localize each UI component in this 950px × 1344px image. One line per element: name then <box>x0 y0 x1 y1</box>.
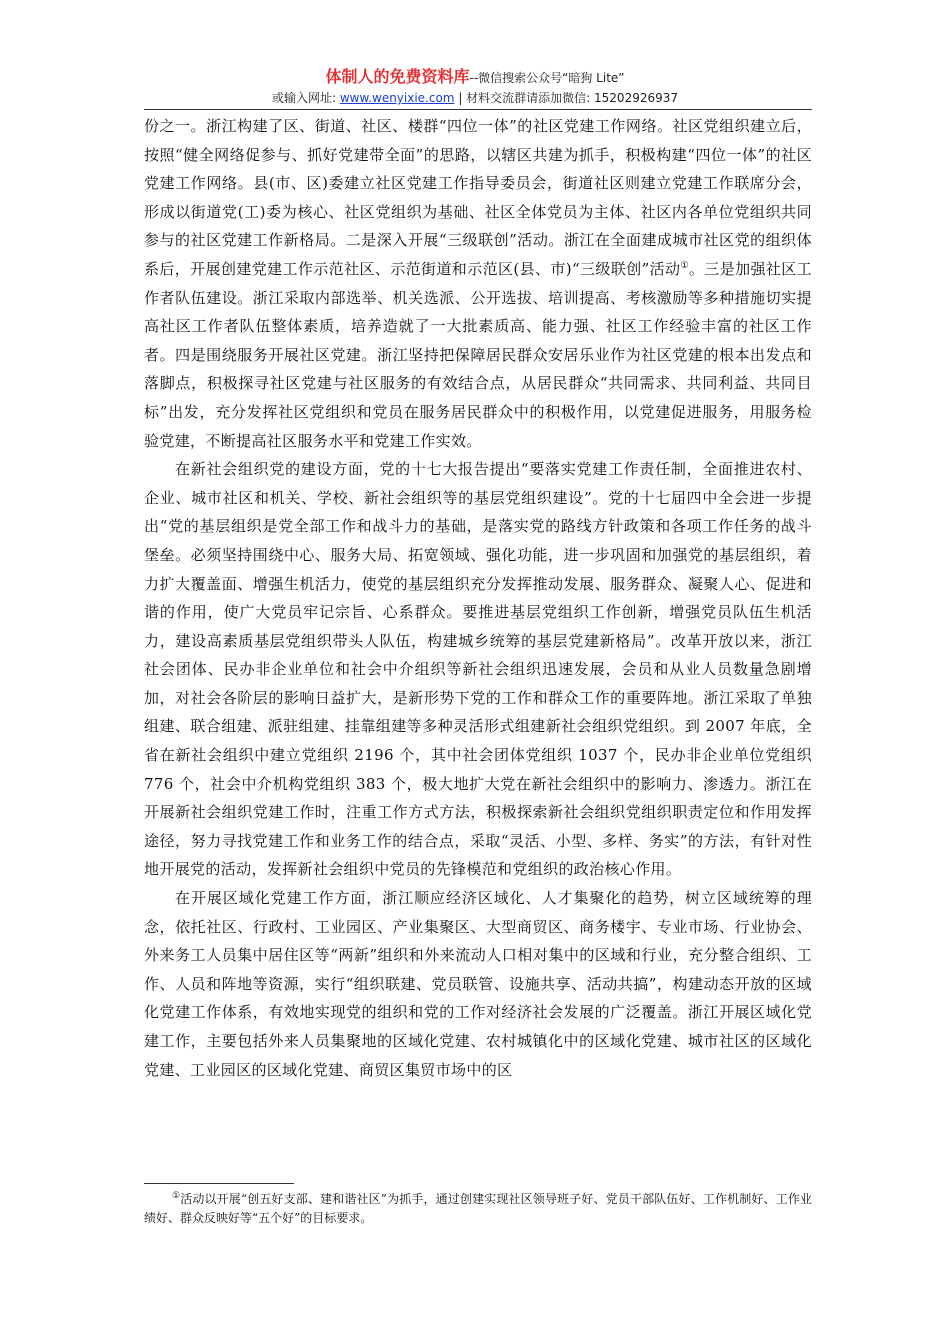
header-contact-line <box>0 89 950 107</box>
paragraph-1-text: 份之一。浙江构建了区、街道、社区、楼群“四位一体”的社区党建工作网络。社区党组织建立后，按照“健全网络促参与、抓好党建带全面”的思路，以辖区共建为抓手，积极构建“四位一体”的社区党建工作网络。县(市、区)委建立社区党建工作指导委员会，街道社区则建立党建工作联席分会，形成以街道党(工)委为核心、社区党组织为基础、社区全体党员为主体、社区内各单位党组织共同参与的社区党建工作新格局。二是深入开展“三级联创”活动。浙江在全面建成城市社区党的组织体系后，开展创建党建工作示范社区、示范街道和示范区(县、市)“三级联创”活动 <box>144 117 812 278</box>
paragraph-1-text-continued: 。三是加强社区工作者队伍建设。浙江采取内部选举、机关选派、公开选拔、培训提高、考核激励等多种措施切实提高社区工作者队伍整体素质，培养造就了一大批素质高、能力强、社区工作经验丰富的社区工作者。四是围绕服务开展社区党建。浙江坚持把保障居民群众安居乐业作为社区党建的根本出发点和落脚点，积极探寻社区党建与社区服务的有效结合点，从居民群众“共同需求、共同利益、共同目标”出发，充分发挥社区党组织和党员在服务居民群众中的积极作用，以党建促进服务，用服务检验党建，不断提高社区服务水平和党建工作实效。 <box>144 259 813 450</box>
footnote-reference[interactable]: ① <box>680 260 689 271</box>
brand-title: 体制人的免费资料库 <box>325 67 470 86</box>
footnote-mark: ① <box>172 1191 181 1201</box>
footnote <box>144 1190 812 1228</box>
url-prefix: 或输入网址: <box>271 91 340 105</box>
header-divider <box>144 109 812 110</box>
paragraph-1 <box>144 112 812 455</box>
contact-info: | 材料交流群请添加微信: 15202926937 <box>454 91 679 105</box>
header-title-line <box>0 66 950 89</box>
website-link[interactable]: www.wenyixie.com <box>339 91 455 105</box>
document-body <box>144 112 812 1084</box>
footnote-divider <box>144 1183 294 1184</box>
page-header <box>0 66 950 107</box>
brand-tagline: --微信搜索公众号“暗狗 Lite” <box>469 71 625 85</box>
paragraph-3: 在开展区域化党建工作方面，浙江顺应经济区域化、人才集聚化的趋势，树立区域统筹的理念，依托社区、行政村、工业园区、产业集聚区、大型商贸区、商务楼宇、专业市场、行业协会、外来务工人员集中居住区等“两新”组织和外来流动人口相对集中的区域和行业，充分整合组织、工作、人员和阵地等资源，实行“组织联建、党员联管、设施共享、活动共搞”，构建动态开放的区域化党建工作体系，有效地实现党的组织和党的工作对经济社会发展的广泛覆盖。浙江开展区域化党建工作，主要包括外来人员集聚地的区域化党建、农村城镇化中的区域化党建、城市社区的区域化党建、工业园区的区域化党建、商贸区集贸市场中的区 <box>144 889 812 1079</box>
footnote-text: 活动以开展“创五好支部、建和谐社区”为抓手，通过创建实现社区领导班子好、党员干部队伍好、工作机制好、工作业绩好、群众反映好等“五个好”的目标要求。 <box>144 1192 812 1225</box>
paragraph-2: 在新社会组织党的建设方面，党的十七大报告提出“要落实党建工作责任制，全面推进农村、企业、城市社区和机关、学校、新社会组织等的基层党组织建设”。党的十七届四中全会进一步提出“党的基层组织是党全部工作和战斗力的基础，是落实党的路线方针政策和各项工作任务的战斗堡垒。必须坚持围绕中心、服务大局、拓宽领域、强化功能，进一步巩固和加强党的基层组织，着力扩大覆盖面、增强生机活力，使党的基层组织充分发挥推动发展、服务群众、凝聚人心、促进和谐的作用，使广大党员牢记宗旨、心系群众。要推进基层党组织工作创新，增强党员队伍生机活力，建设高素质基层党组织带头人队伍，构建城乡统筹的基层党建新格局”。改革开放以来，浙江社会团体、民办非企业单位和社会中介组织等新社会组织迅速发展，会员和从业人员数量急剧增加，对社会各阶层的影响日益扩大，是新形势下党的工作和群众工作的重要阵地。浙江采取了单独组建、联合组建、派驻组建、挂靠组建等多种灵活形式组建新社会组织党组织。到 2007 年底，全省在新社会组织中建立党组织 2196 个，其中社会团体党组织 1037 个，民办非企业单位党组织 776 个，社会中介机构党组织 383 个，极大地扩大党在新社会组织中的影响力、渗透力。浙江在开展新社会组织党建工作时，注重工作方式方法，积极探索新社会组织党组织职责定位和作用发挥途径，努力寻找党建工作和业务工作的结合点，采取“灵活、小型、多样、务实”的方法，有针对性地开展党的活动，发挥新社会组织中党员的先锋模范和党组织的政治核心作用。 <box>144 460 812 879</box>
